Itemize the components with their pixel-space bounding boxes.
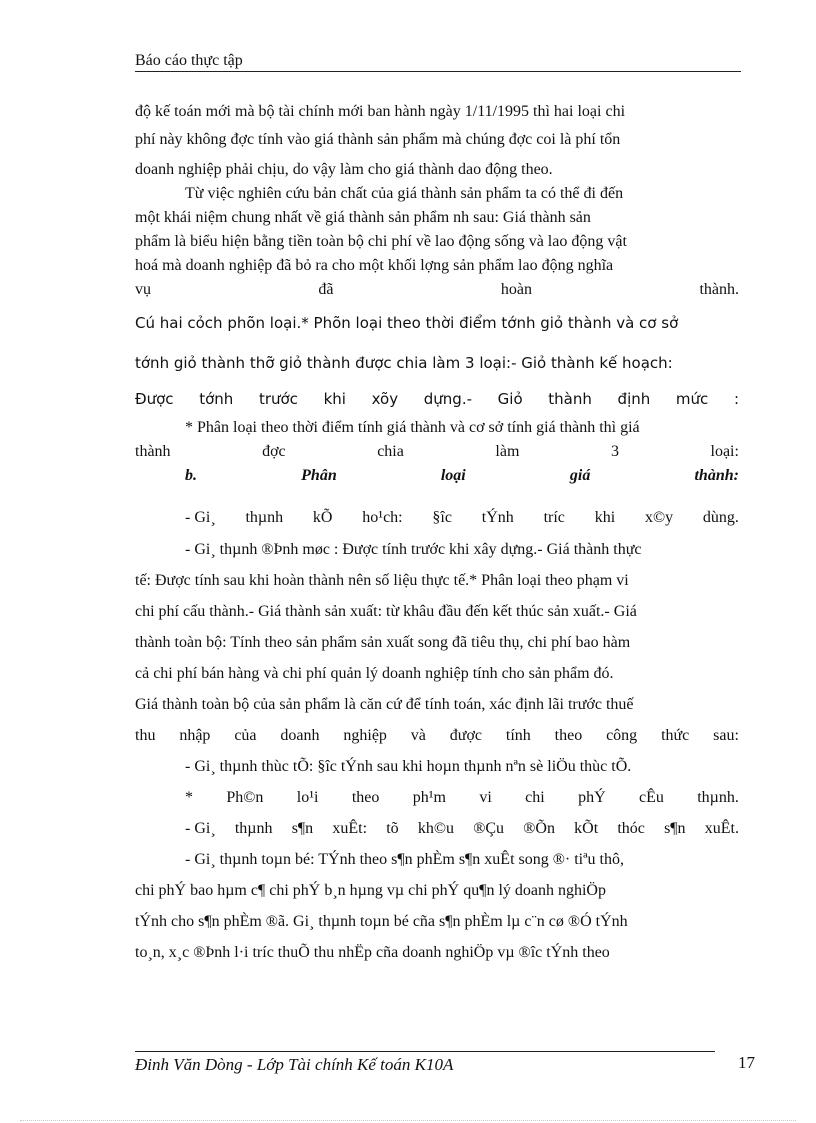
- word: s¶n: [664, 820, 686, 837]
- word: dựng.-: [423, 390, 473, 408]
- word: tÝnh: [481, 509, 514, 526]
- word: thức: [661, 727, 690, 744]
- word: kh©u: [417, 820, 455, 837]
- word: xuÊt.: [704, 820, 739, 837]
- word: chia: [377, 443, 404, 460]
- text-line: tớnh giỏ thành thỡ giỏ thành được chia làm 3 loại:- Giỏ thành kế hoạch:: [135, 354, 673, 372]
- text-line: [135, 440, 739, 464]
- header-divider: [135, 71, 741, 72]
- text-line: tÝnh cho s¶n phÈm ®ã. Gi¸ thµnh toµn bé cña s¶n phÈm lµ c¨n cø ®Ó tÝnh: [135, 913, 628, 930]
- text-line: to¸n, x¸c ®Þnh l·i tríc thuÕ thu nhËp cña doanh nghiÖp vµ ®îc tÝnh theo: [135, 944, 610, 961]
- text-line: [135, 720, 739, 751]
- word: và: [410, 727, 426, 744]
- word: thành:: [694, 467, 739, 484]
- word: *: [185, 789, 193, 806]
- word: công: [606, 727, 638, 744]
- word: loại: [440, 467, 466, 484]
- word: theo: [351, 789, 380, 806]
- word: vụ: [135, 281, 151, 298]
- text-line: độ kế toán mới mà bộ tài chính mới ban hành ngày 1/11/1995 thì hai loại chi: [135, 103, 626, 120]
- word: thành: [135, 443, 171, 460]
- footer-divider: [135, 1051, 715, 1052]
- word: thóc: [617, 820, 645, 837]
- word: định: [617, 390, 651, 408]
- word: tính: [505, 727, 531, 744]
- word: §îc: [432, 509, 452, 526]
- word: mức: [675, 390, 709, 408]
- word: kÕ: [312, 509, 333, 526]
- word: thµnh: [234, 820, 273, 837]
- text-line: thành toàn bộ: Tính theo sản phẩm sản xuất song đã tiêu thụ, chi phí bao hàm: [135, 634, 631, 651]
- text-line: [135, 506, 739, 530]
- word: khi: [594, 509, 616, 526]
- word: đã: [318, 281, 334, 298]
- word: 3: [610, 443, 619, 460]
- word: ®Çu: [473, 820, 505, 837]
- word: - Gi¸: [185, 820, 216, 837]
- text-line: [135, 782, 739, 813]
- word: đợc: [262, 443, 286, 460]
- text-line: tế: Được tính sau khi hoàn thành nên số liệu thực tế.* Phân loại theo phạm vi: [135, 572, 629, 589]
- text-line: Giá thành toàn bộ của sản phẩm là căn cứ để tính toán, xác định lãi trước thuế: [135, 696, 634, 713]
- word: dùng.: [702, 509, 739, 526]
- text-line: * Phân loại theo thời điểm tính giá thành và cơ sở tính giá thành thì giá: [185, 419, 640, 436]
- word: ®Õn: [523, 820, 555, 837]
- word: thµnh.: [697, 789, 739, 806]
- word: giá: [569, 467, 591, 484]
- word: tríc: [543, 509, 565, 526]
- word: Được: [135, 390, 174, 408]
- word: tớnh: [199, 390, 234, 408]
- word: xõy: [371, 390, 399, 408]
- text-line: Cú hai cỏch phõn loại.* Phõn loại theo thời điểm tớnh giỏ thành và cơ sở: [135, 314, 679, 332]
- word: ph¹m: [412, 789, 446, 806]
- word: thành.: [699, 281, 739, 298]
- text-line: cả chi phí bán hàng và chi phí quản lý doanh nghiệp tính cho sản phẩm đó.: [135, 665, 614, 682]
- text-line: - Gi¸ thµnh toµn bé: TÝnh theo s¶n phÈm s¶n xuÊt song ®· tiªu thô,: [185, 851, 624, 868]
- word: được: [449, 727, 483, 744]
- word: kÕt: [574, 820, 599, 837]
- word: doanh: [280, 727, 320, 744]
- word: lo¹i: [296, 789, 319, 806]
- page-header: Báo cáo thực tập: [135, 52, 243, 69]
- text-line: - Gi¸ thµnh thùc tÕ: §îc tÝnh sau khi hoµn thµnh nªn sè liÖu thùc tÕ.: [185, 758, 632, 775]
- text-line: doanh nghiệp phải chịu, do vậy làm cho giá thành dao động theo.: [135, 161, 553, 178]
- word: chi: [525, 789, 545, 806]
- word: loại:: [710, 443, 739, 460]
- word: phÝ: [578, 789, 606, 806]
- word: cÊu: [638, 789, 664, 806]
- word: Phân: [301, 467, 337, 484]
- word: :: [733, 390, 739, 408]
- text-line: chi phí cấu thành.- Giá thành sản xuất: từ khâu đầu đến kết thúc sản xuất.- Giá: [135, 603, 637, 620]
- word: - Gi¸: [185, 509, 216, 526]
- word: nhập: [179, 727, 211, 744]
- page-edge: [20, 1120, 796, 1121]
- word: làm: [495, 443, 520, 460]
- text-line: Từ việc nghiên cứu bản chất của giá thành sản phẩm ta có thể đi đến: [185, 185, 624, 202]
- word: tõ: [386, 820, 399, 837]
- word: của: [234, 727, 257, 744]
- text-line: [135, 813, 739, 844]
- text-line: một khái niệm chung nhất về giá thành sản phẩm nh sau: Giá thành sản: [135, 209, 591, 226]
- text-line: - Gi¸ thµnh ®Þnh møc : Được tính trước khi xây dựng.- Giá thành thực: [185, 541, 642, 558]
- word: nghiệp: [343, 727, 387, 744]
- word: theo: [554, 727, 583, 744]
- word: hoàn: [500, 281, 533, 298]
- word: ho¹ch:: [362, 509, 403, 526]
- word: Ph©n: [226, 789, 264, 806]
- word: thµnh: [245, 509, 284, 526]
- text-line: [135, 278, 739, 302]
- word: thành: [548, 390, 592, 408]
- word: khi: [323, 390, 346, 408]
- word: Giỏ: [497, 390, 523, 408]
- text-line: chi phÝ bao hµm c¶ chi phÝ b¸n hµng vµ chi phÝ qu¶n lý doanh nghiÖp: [135, 882, 606, 899]
- footer-author: Đinh Văn Dòng - Lớp Tài chính Kế toán K10A: [135, 1055, 454, 1074]
- text-line: phí này không đợc tính vào giá thành sản phẩm mà chúng đợc coi là phí tổn: [135, 131, 621, 148]
- word: thu: [135, 727, 156, 744]
- body-text: [135, 100, 739, 968]
- word: trước: [258, 390, 298, 408]
- word: x©y: [644, 509, 674, 526]
- text-line: [135, 386, 739, 412]
- word: b.: [185, 467, 197, 484]
- word: vi: [479, 789, 492, 806]
- text-line: phẩm là biểu hiện bằng tiền toàn bộ chi phí về lao động sống và lao động vật: [135, 233, 627, 250]
- section-heading: [135, 464, 739, 488]
- word: s¶n: [291, 820, 314, 837]
- page-number: 17: [738, 1053, 755, 1072]
- word: xuÊt:: [332, 820, 368, 837]
- text-line: hoá mà doanh nghiệp đã bỏ ra cho một khối lợng sản phẩm lao động nghĩa: [135, 257, 614, 274]
- word: sau:: [713, 727, 739, 744]
